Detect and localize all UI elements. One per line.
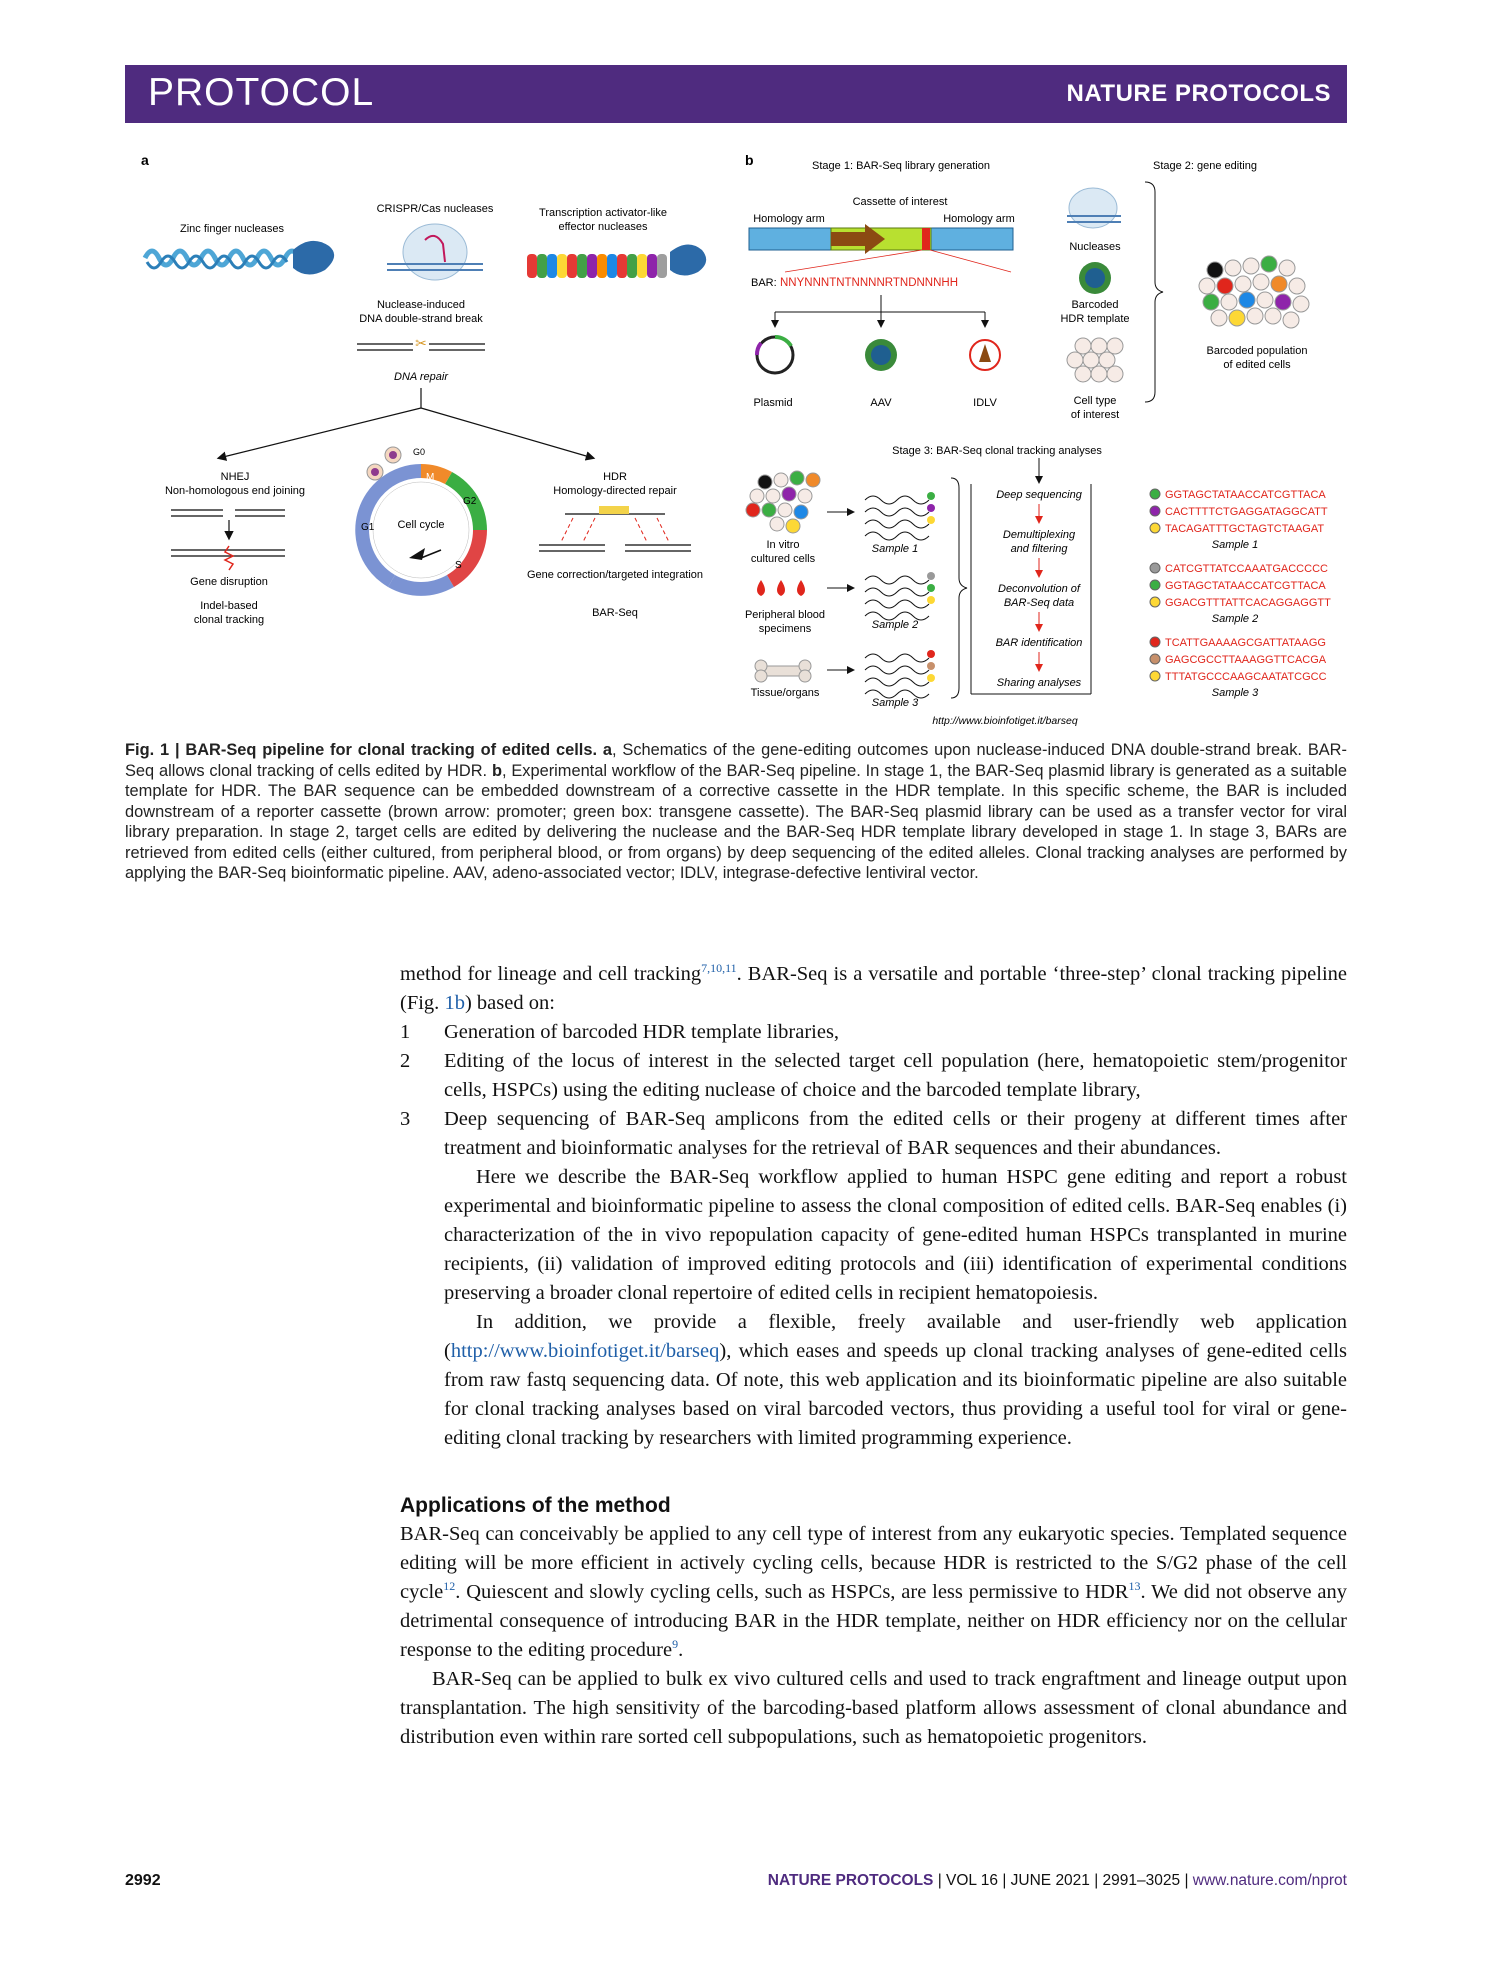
step-deconv-2: BAR-Seq data — [1003, 597, 1075, 609]
hdr-template-construct — [749, 224, 1013, 254]
caption-b-text: , Experimental workflow of the BAR-Seq pipeline. In stage 1, the BAR-Seq plasmid library is generated as a suitable template for HDR. The BAR sequence can be embedded downstream of a corrective cassette in the HDR template. In this specific scheme, the BAR is included downstream of a reporter cassette (brown arrow: promoter; green box: transgene cassette). The BAR-Seq plasmid library can be used as a transfer vector for viral library preparation. In stage 2, target cells are edited by delivering the nuclease and the BAR-Seq HDR template library developed in stage 1. In stage 3, BARs are retrieved from edited cells (either cultured, from peripheral blood, or from organs) by deep sequencing of the edited alleles. Clonal tracking analyses are performed by applying the BAR-Seq bioinformatic pipeline. AAV, adeno-associated vector; IDLV, integrase-defective lentiviral vector. — [125, 761, 1347, 882]
seq-s3-2: GAGCGCCTTAAAGGTTCACGA — [1165, 654, 1327, 666]
panel-b-label: b — [745, 152, 754, 168]
label-in-vitro-1: In vitro — [766, 539, 800, 551]
list-item: 2 Editing of the locus of interest in the selected target cell population (here, hematopoietic stem/progenitor cells, HSPCs) using the editing nuclease of choice and the barcoded template library, — [400, 1050, 1347, 1101]
svg-text:✂: ✂ — [415, 335, 427, 351]
label-indel-2: clonal tracking — [193, 614, 265, 626]
label-crispr: CRISPR/Cas nucleases — [376, 203, 494, 215]
list-item: 3 Deep sequencing of BAR-Seq amplicons from the edited cells or their progeny at different times after treatment and bioinformatic analyses for the retrieval of BAR sequences and their abundances. — [400, 1108, 1347, 1159]
footer-journal: NATURE PROTOCOLS — [767, 1872, 934, 1889]
label-hdr-full: Homology-directed repair — [553, 485, 677, 497]
dsb-icon — [357, 335, 485, 351]
nucleases-icon — [1067, 188, 1121, 228]
step-demux-1: Demultiplexing — [1002, 529, 1076, 541]
body-text — [400, 960, 1347, 1752]
label-barseq: BAR-Seq — [592, 607, 638, 619]
label-pb-2: specimens — [758, 623, 812, 635]
label-barcoded-pop-2: of edited cells — [1223, 359, 1291, 371]
bar-sequence: NNYNNNTNTNNNNRTNDNNNHH — [780, 277, 959, 289]
barcoded-population-icon — [1199, 256, 1309, 328]
label-nhej-full: Non-homologous end joining — [164, 485, 306, 497]
label-plasmid: Plasmid — [753, 397, 793, 409]
label-gene-disruption: Gene disruption — [190, 576, 268, 588]
blood-drops-icon — [757, 580, 805, 596]
seq-s1-1: GGTAGCTATAACCATCGTTACA — [1165, 489, 1326, 501]
caption-title: Fig. 1 | BAR-Seq pipeline for clonal tracking of edited cells. — [125, 741, 598, 759]
intro-paragraph: method for lineage and cell tracking$^{7,10,11}$. BAR-Seq is a versatile and portable ‘three-step’ clonal tracking pipeline (Fig. 1b) based on: — [400, 961, 1347, 1014]
bone-icon — [755, 660, 811, 682]
reads-sample1 — [865, 492, 935, 540]
page-number: 2992 — [125, 1872, 161, 1889]
label-s: S — [455, 560, 462, 571]
label-sample3-reads: Sample 3 — [871, 697, 919, 709]
seq-s2-2: GGTAGCTATAACCATCGTTACA — [1165, 580, 1326, 592]
label-nucleases: Nucleases — [1069, 241, 1121, 253]
footer-url[interactable]: www.nature.com/nprot — [1192, 1872, 1347, 1889]
hdr-icon — [539, 506, 691, 551]
label-g2: G2 — [463, 496, 477, 507]
label-stage3: Stage 3: BAR-Seq clonal tracking analyses — [892, 445, 1102, 457]
step-bar-id: BAR identification — [995, 637, 1083, 649]
footer-citation — [768, 1872, 1347, 1890]
seq-s2-3: GGACGTTTATTCACAGGAGGTT — [1165, 597, 1331, 609]
label-homology-right: Homology arm — [943, 213, 1015, 225]
section-heading: Applications of the method — [400, 1494, 671, 1517]
nhej-icon — [171, 510, 285, 570]
webapp-paragraph: In addition, we provide a flexible, freely available and user-friendly web application (http://www.bioinfotiget.it/barseq), which eases and speeds up clonal tracking analyses of gene-edited cells from raw fastq sequencing data. Of note, this web application and its bioinformatic pipeline are also suitable for clonal tracking analyses based on viral barcoded vectors, thus providing a useful tool for viral or gene-editing clonal tracking by researchers with limited programming experience. — [444, 1311, 1347, 1449]
label-sample3: Sample 3 — [1211, 687, 1259, 699]
label-g0: G0 — [413, 447, 426, 457]
label-indel-1: Indel-based — [200, 600, 258, 612]
label-gene-correction: Gene correction/targeted integration — [526, 569, 704, 581]
zinc-finger-icon — [145, 241, 334, 275]
step-deep-sequencing: Deep sequencing — [996, 489, 1082, 501]
ref-link[interactable]: 9 — [672, 1637, 679, 1652]
label-talen-1: Transcription activator-like — [539, 207, 667, 219]
label-barcoded-pop-1: Barcoded population — [1206, 345, 1308, 357]
label-barcoded-2: HDR template — [1060, 313, 1130, 325]
seq-s3-3: TTTATGCCCAAGCAATATCGCC — [1165, 671, 1327, 683]
figure-1 — [125, 140, 1347, 740]
step-sharing: Sharing analyses — [996, 677, 1082, 689]
label-stage1: Stage 1: BAR-Seq library generation — [812, 160, 990, 172]
plasmid-icon — [757, 337, 793, 373]
label-idlv: IDLV — [973, 397, 997, 409]
label-g1: G1 — [361, 522, 375, 533]
label-sample1-reads: Sample 1 — [871, 543, 919, 555]
label-hdr: HDR — [603, 471, 627, 483]
pipeline-url: http://www.bioinfotiget.it/barseq — [932, 715, 1078, 727]
talen-icon — [527, 244, 706, 278]
seq-s1-2: CACTTTTCTGAGGATAGGCATT — [1165, 506, 1328, 518]
ref-link[interactable]: 7,10,11 — [701, 961, 737, 976]
label-dna-repair: DNA repair — [394, 371, 448, 383]
caption-a-text: , Schematics of the gene-editing outcomes upon nuclease-induced DNA double-strand break. BAR-Seq allows clonal tracking of cells edited by HDR. — [125, 741, 1347, 780]
seq-s2-1: CATCGTTATCCAAATGACCCCC — [1165, 563, 1328, 575]
applications-paragraph-2: BAR-Seq can be applied to bulk ex vivo cultured cells and used to track engraftment and lineage output upon transplantation. The high sensitivity of the barcoding-based platform allows assessment of clonal abundance and distribution even within rare sorted cell subpopulations, such as hematopoietic progenitors. — [400, 1668, 1347, 1748]
header-bar — [125, 65, 1347, 123]
describe-paragraph: Here we describe the BAR-Seq workflow applied to human HSPC gene editing and report a robust experimental and bioinformatic pipeline to assess the clonal composition of edited cells. BAR-Seq enables (i) characterization of the in vivo repopulation capacity of gene-edited human HSPCs transplanted in murine recipients, (ii) validation of improved editing protocols and (iii) identification of experimental conditions preserving a broader clonal repertoire of edited cells in recipient hematopoiesis. — [444, 1166, 1347, 1304]
label-stage2: Stage 2: gene editing — [1153, 160, 1257, 172]
step-demux-2: and filtering — [1010, 543, 1068, 555]
label-aav: AAV — [870, 397, 892, 409]
ref-link[interactable]: 13 — [1128, 1579, 1141, 1594]
crispr-icon — [387, 224, 483, 280]
label-dsb-2: DNA double-strand break — [359, 313, 483, 325]
reads-sample2 — [865, 572, 935, 620]
barcoded-template-icon — [1079, 262, 1111, 294]
label-nhej: NHEJ — [220, 471, 250, 483]
label-pb-1: Peripheral blood — [744, 609, 826, 621]
cell-type-icon — [1067, 338, 1123, 382]
label-cell-cycle: Cell cycle — [397, 519, 445, 531]
figure-caption — [125, 740, 1347, 884]
in-vitro-cells-icon — [746, 471, 820, 533]
step-deconv-1: Deconvolution of — [998, 583, 1080, 595]
label-sample1: Sample 1 — [1211, 539, 1259, 551]
label-sample2: Sample 2 — [1211, 613, 1259, 625]
journal-name: NATURE PROTOCOLS — [1066, 80, 1331, 107]
label-cell-type-1: Cell type — [1073, 395, 1117, 407]
label-dsb-1: Nuclease-induced — [376, 299, 466, 311]
label-homology-left: Homology arm — [753, 213, 825, 225]
aav-icon — [865, 339, 897, 371]
webapp-link[interactable]: http://www.bioinfotiget.it/barseq — [450, 1340, 720, 1362]
label-zinc-finger: Zinc finger nucleases — [180, 223, 284, 235]
label-sample2-reads: Sample 2 — [871, 619, 919, 631]
steps-list — [400, 1018, 1347, 1163]
seq-s1-3: TACAGATTTGCTAGTCTAAGAT — [1165, 523, 1325, 535]
idlv-icon — [970, 340, 1000, 370]
label-barcoded-1: Barcoded — [1071, 299, 1119, 311]
fig-link[interactable]: 1b — [444, 992, 465, 1014]
label-tissue: Tissue/organs — [750, 687, 820, 699]
label-talen-2: effector nucleases — [558, 221, 648, 233]
label-bar: BAR: — [751, 277, 777, 289]
label-in-vitro-2: cultured cells — [750, 553, 816, 565]
caption-a-label: a — [602, 741, 613, 759]
label-m: M — [426, 472, 435, 483]
applications-paragraph-1: BAR-Seq can conceivably be applied to any cell type of interest from any eukaryotic species. Templated sequence editing will be more efficient in actively cycling cells, because HDR is restricted to the S/G2 phase of the cell cycle$^{12}$. Quiescent and slowly cycling cells, such as HSPCs, are less permissive to HDR$^{13}$. We did not observe any detrimental consequence of introducing BAR in the HDR template, neither on HDR efficiency nor on the cellular response to the editing procedure$^9$. — [400, 1523, 1347, 1661]
panel-a-label: a — [141, 152, 149, 168]
ref-link[interactable]: 12 — [443, 1579, 456, 1594]
seq-s3-1: TCATTGAAAAGCGATTATAAGG — [1165, 637, 1326, 649]
caption-b-label: b — [491, 761, 502, 780]
label-cell-type-2: of interest — [1070, 409, 1120, 421]
footer-volume: | VOL 16 | JUNE 2021 | 2991–3025 | — [933, 1872, 1193, 1889]
reads-sample3 — [865, 650, 935, 698]
list-item: 1 Generation of barcoded HDR template libraries, — [400, 1021, 840, 1043]
label-cassette: Cassette of interest — [852, 196, 948, 208]
section-label: PROTOCOL — [148, 71, 375, 114]
